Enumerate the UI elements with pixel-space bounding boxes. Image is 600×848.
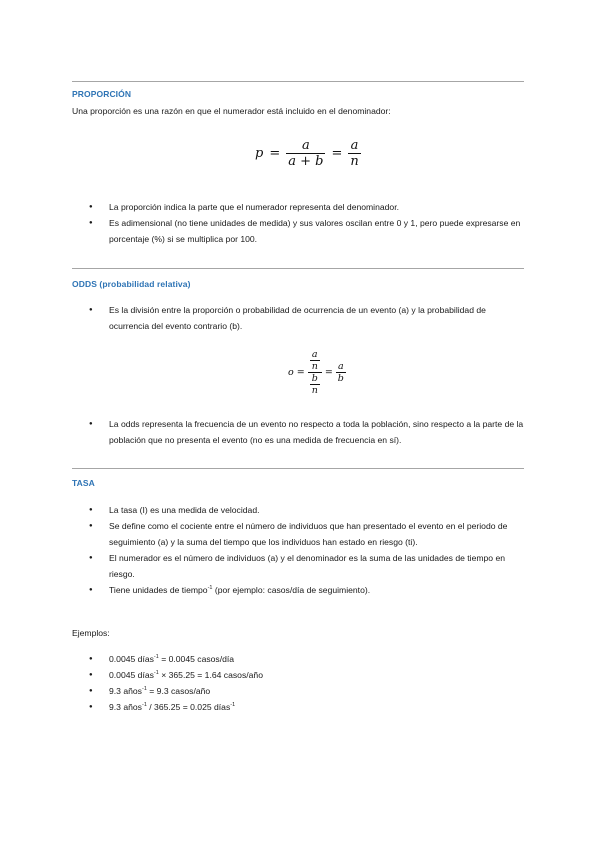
superscript: -1 (207, 585, 213, 592)
example-text: 9.3 años (109, 686, 142, 696)
fraction-numerator: a (348, 138, 360, 154)
section-divider (72, 268, 524, 269)
fraction-denominator: a + b (288, 154, 324, 169)
formula-equals: = (331, 146, 343, 161)
section-divider (72, 81, 524, 82)
list-item: ● Es adimensional (no tiene unidades de medida) y sus valores oscilan entre 0 y 1, pero puede expresarse en porcentaje (%) si se multiplica por 100. (72, 215, 528, 247)
tasa-bullet-list (72, 502, 528, 598)
examples-label: Ejemplos: (72, 628, 110, 638)
list-item: ● El numerador es el número de individuos (a) y el denominador es la suma de las unidades de tiempo en riesgo. (72, 550, 528, 582)
fraction-numerator: a (310, 349, 320, 361)
list-item (72, 582, 528, 598)
list-item (72, 699, 528, 715)
proporcion-intro: Una proporción es una razón en que el numerador está incluido en el denominador: (72, 106, 391, 116)
formula-equals: = (324, 367, 333, 378)
list-item: ● Es la división entre la proporción o probabilidad de ocurrencia de un evento (a) y la probabilidad de ocurrencia del evento contrario (b). (72, 302, 528, 334)
units-text: (por ejemplo: casos/día de seguimiento). (212, 585, 371, 595)
superscript: -1 (141, 686, 147, 693)
example-text: / 365.25 = 0.025 días (146, 702, 231, 712)
odds-formula (288, 349, 346, 396)
fraction-numerator: b (310, 373, 320, 385)
example-text: = 9.3 casos/año (146, 686, 211, 696)
formula-lhs: o (288, 367, 294, 378)
fraction-numerator (308, 349, 322, 373)
fraction-denominator: n (311, 385, 318, 396)
list-item (72, 651, 528, 667)
odds-heading: ODDS (probabilidad relativa) (72, 279, 191, 289)
fraction-denominator: b (337, 373, 344, 384)
formula-fraction (310, 349, 320, 372)
odds-bullet-list-2 (72, 416, 528, 448)
fraction-numerator: a (336, 361, 346, 373)
tasa-heading: TASA (72, 478, 95, 488)
examples-list (72, 651, 528, 715)
superscript: -1 (230, 702, 236, 709)
units-text: Tiene unidades de tiempo (109, 585, 208, 595)
formula-equals: = (296, 367, 305, 378)
example-text: 9.3 años (109, 702, 142, 712)
fraction-denominator (308, 373, 322, 396)
formula-compound-fraction (308, 349, 322, 396)
example-text: × 365.25 = 1.64 casos/año (158, 670, 263, 680)
formula-fraction (286, 138, 325, 169)
superscript: -1 (153, 654, 159, 661)
example-text: 0.0045 días (109, 670, 154, 680)
example-text: 0.0045 días (109, 654, 154, 664)
fraction-numerator: a (286, 138, 325, 154)
superscript: -1 (141, 702, 147, 709)
formula-equals: = (269, 146, 281, 161)
formula-fraction (310, 373, 320, 396)
list-item: ● La proporción indica la parte que el numerador representa del denominador. (72, 199, 528, 215)
proporcion-formula (255, 138, 361, 169)
formula-lhs: p (255, 146, 264, 161)
list-item (72, 667, 528, 683)
list-item: ● La tasa (I) es una medida de velocidad. (72, 502, 528, 518)
formula-fraction (336, 361, 346, 384)
formula-fraction (348, 138, 360, 169)
proporcion-heading: PROPORCIÓN (72, 89, 132, 99)
list-item: ● La odds representa la frecuencia de un evento no respecto a toda la población, sino respecto a la parte de la población que no presenta el evento (no es una medida de frecuencia en sí). (72, 416, 528, 448)
list-item (72, 683, 528, 699)
fraction-denominator: n (311, 361, 318, 372)
fraction-denominator: n (350, 154, 359, 169)
example-text: = 0.0045 casos/día (158, 654, 235, 664)
section-divider (72, 468, 524, 469)
list-item: ● Se define como el cociente entre el número de individuos que han presentado el evento en el periodo de seguimiento (a) y la suma del tiempo que los individuos han estado en riesgo (ti). (72, 518, 528, 550)
odds-bullet-list-1 (72, 302, 528, 334)
proporcion-bullet-list (72, 199, 528, 247)
superscript: -1 (153, 670, 159, 677)
